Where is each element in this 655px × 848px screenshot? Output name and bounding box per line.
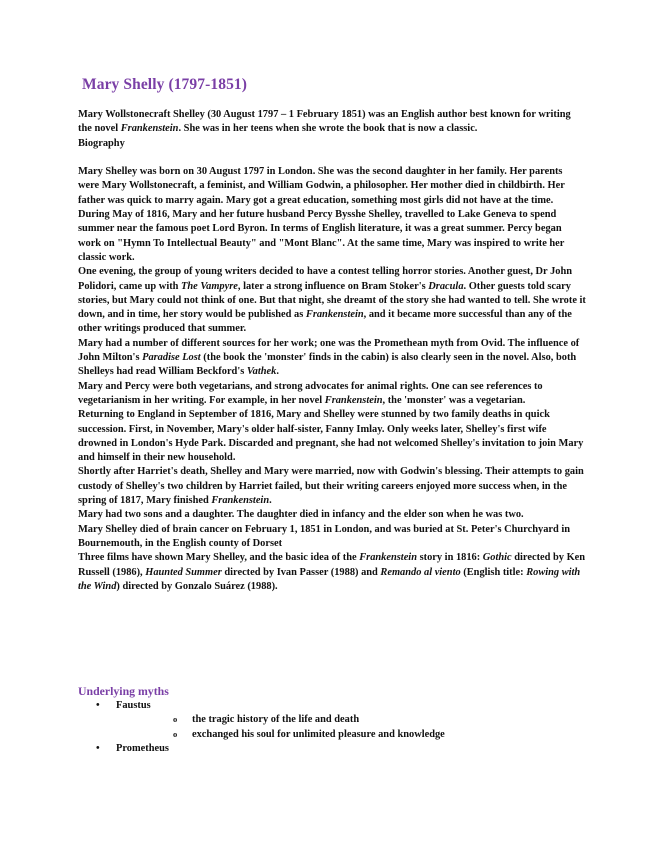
list-item-label: Faustus (116, 700, 151, 711)
myths-list (78, 699, 578, 756)
text: . She was in her teens when she wrote the book that is now a classic. (178, 123, 478, 135)
text: . Other guests told scary stories, but Mary could not think of one. But that night, she dreamt of the story she had wanted to tell. She wrote it down, and in time, her story would be published as (78, 280, 586, 321)
sub-list-item: o exchanged his soul for unlimited pleasure and knowledge (116, 728, 578, 742)
bio-paragraph-9: Mary Shelley died of brain cancer on February 1, 1851 in London, and was buried at St. Peter's Churchyard in Bournemouth, in the English county of Dorset (78, 523, 571, 549)
bio-paragraph-1: Mary Shelley was born on 30 August 1797 in London. She was the second daughter in her family. Her parents were Mary Wollstonecraft, a feminist, and William Godwin, a philosopher. Her mother died in childbirth. Her father was quick to marry again. Mary got a great education, something most girls did not have at the time. (78, 166, 565, 206)
bio-paragraph-4 (78, 337, 586, 380)
text: Mary had a number of different sources for her work; one was the Promethean myth from Ovid. The influence of John Milton's (78, 337, 580, 364)
list-item-label: Prometheus (116, 742, 169, 754)
bio-paragraph-5 (78, 380, 586, 409)
spacer (78, 151, 586, 165)
text: (English title: (460, 566, 527, 578)
sub-list-item: o the tragic history of the life and death (116, 713, 578, 727)
book-title: Frankenstein (211, 495, 270, 507)
book-title: Frankenstein (120, 123, 179, 135)
bio-paragraph-8: Mary had two sons and a daughter. The daughter died in infancy and the elder son when he was two. (78, 509, 524, 521)
book-title: Paradise Lost (142, 352, 201, 364)
article-body (78, 108, 586, 594)
list-item-prometheus (78, 742, 578, 756)
text: . (269, 495, 272, 507)
bio-paragraph-3 (78, 265, 586, 336)
book-title: Frankenstein (359, 552, 417, 564)
text: , and it became more successful than any of the other writings produced that summer. (78, 309, 572, 335)
text: (the book the 'monster' finds in the cabin) is also clearly seen in the novel. Also, both Shelleys had read William Beckford's (78, 352, 577, 378)
film-title: Gothic (482, 552, 512, 564)
text: directed by Ken Russell (1986), (78, 552, 586, 578)
text: Mary and Percy were both vegetarians, and strong advocates for animal rights. One can see references to vegetarianism in her writing. For example, in her novel (78, 380, 543, 406)
book-title: Vathek (246, 366, 277, 378)
bio-paragraph-7 (78, 465, 586, 508)
book-title: Dracula (428, 280, 464, 292)
film-title: Remando al viento (380, 566, 461, 578)
page-title: Mary Shelly (1797-1851) (82, 76, 248, 93)
film-title: Rowing with the Wind (78, 566, 581, 592)
list-item-faustus (78, 699, 578, 742)
book-title: Frankenstein (305, 309, 364, 321)
text: , the 'monster' was a vegetarian. (382, 394, 526, 406)
text: Mary Wollstonecraft Shelley (30 August 1797 – 1 February 1851) was an English author best known for writing the novel (78, 109, 571, 135)
text: directed by Ivan Passer (1988) and (221, 566, 381, 578)
bio-paragraph-6: Returning to England in September of 1816, Mary and Shelley were stunned by two family deaths in quick succession. First, in November, Mary's older half-sister, Fanny Imlay. Only weeks later, Shelley's first wife drowned in London's Hyde Park. Discarded and pregnant, she had not welcomed Shelley's invitation to join Mary and himself in their new household. (78, 409, 584, 464)
text: One evening, the group of young writers decided to have a contest telling horror stories. Another guest, Dr John Polidori, came up with (78, 266, 573, 292)
bio-paragraph-2: During May of 1816, Mary and her future husband Percy Bysshe Shelley, travelled to Lake Geneva to spend summer near the famous poet Lord Byron. In terms of English literature, it was a great summer. Percy began work on "Hymn To Intellectual Beauty" and "Mont Blanc". At the same time, Mary was inspired to write her classic work. (78, 209, 565, 263)
faustus-sublist (116, 713, 578, 742)
text: , later a strong influence on Bram Stoker's (237, 280, 429, 292)
film-title: Haunted Summer (145, 566, 222, 578)
book-title: The Vampyre (181, 280, 238, 292)
biography-heading: Biography (78, 137, 125, 149)
text: Three films have shown Mary Shelley, and the basic idea of the (78, 552, 360, 564)
bio-paragraph-10 (78, 551, 586, 594)
text: story in 1816: (416, 552, 483, 564)
myths-heading: Underlying myths (78, 684, 169, 698)
text: ) directed by Gonzalo Suárez (1988). (116, 580, 278, 592)
text: . (276, 366, 279, 378)
intro-paragraph (78, 108, 586, 137)
book-title: Frankenstein (324, 394, 383, 406)
text: Shortly after Harriet's death, Shelley and Mary were married, now with Godwin's blessing. Their attempts to gain custody of Shelley's two children by Harriet failed, but their writing careers enjoyed more success when, in the spring of 1817, Mary finished (78, 466, 584, 507)
